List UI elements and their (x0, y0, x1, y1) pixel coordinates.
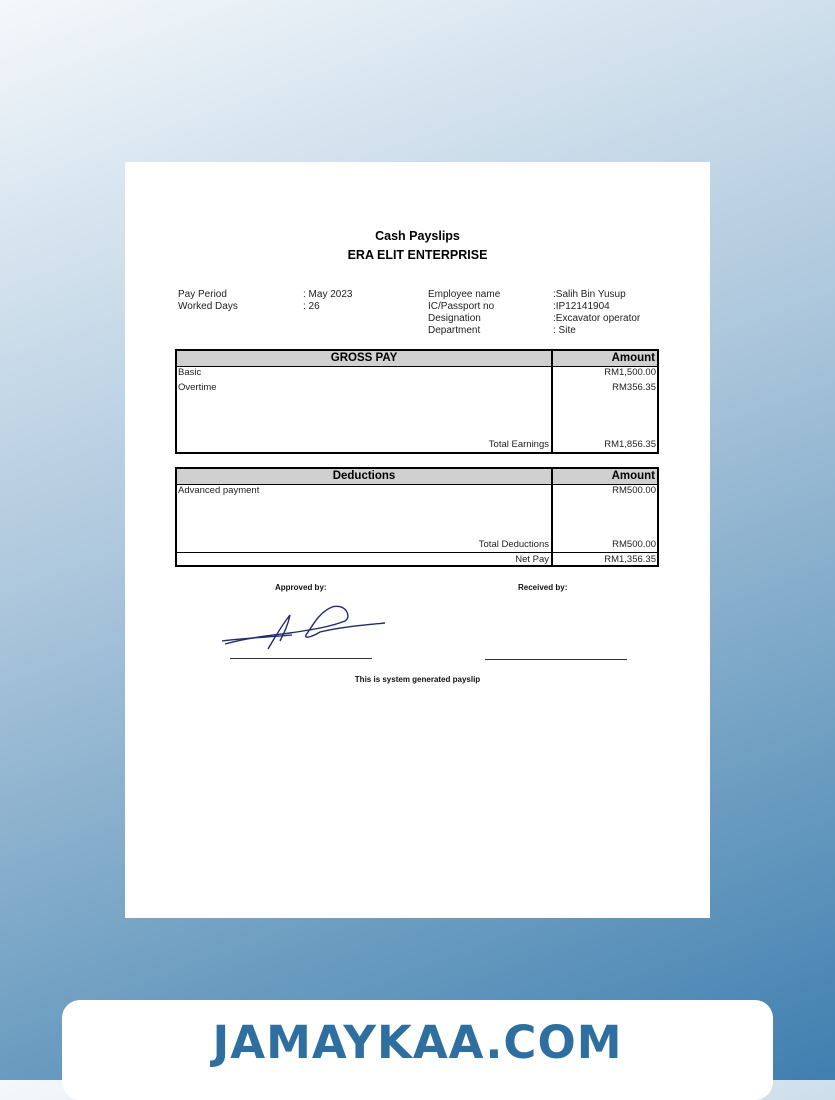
system-generated-note: This is system generated payslip (354, 675, 481, 684)
gross-pay-header-row (177, 351, 657, 367)
total-deductions-label: Total Deductions (478, 539, 549, 550)
pay-period-value: : May 2023 (303, 289, 353, 300)
watermark-banner (62, 1000, 773, 1100)
payslip-document (125, 162, 710, 918)
deductions-header: Deductions (332, 470, 396, 482)
net-pay-divider (177, 552, 657, 553)
gross-row-overtime-amount: RM356.35 (612, 382, 656, 393)
watermark-text: JAMAYKAA.COM (212, 1016, 623, 1069)
designation-label: Designation (428, 313, 481, 324)
deductions-column-divider (551, 469, 553, 565)
gross-row-basic-label: Basic (178, 367, 202, 378)
employee-name-value: :Salih Bin Yusup (553, 289, 626, 300)
total-deductions-amount: RM500.00 (612, 539, 656, 550)
deduction-row-advanced-amount: RM500.00 (612, 485, 656, 496)
net-pay-label: Net Pay (515, 554, 549, 565)
document-title: Cash Payslips (375, 229, 460, 243)
gross-amount-header: Amount (611, 352, 655, 364)
deductions-table (175, 467, 659, 567)
gross-row-overtime-label: Overtime (178, 382, 217, 393)
worked-days-value: : 26 (303, 301, 320, 312)
received-by-label: Received by: (518, 583, 568, 592)
received-signature-line (485, 659, 627, 660)
worked-days-label: Worked Days (178, 301, 238, 312)
company-name: ERA ELIT ENTERPRISE (347, 248, 488, 262)
deductions-header-row (177, 469, 657, 485)
employee-name-label: Employee name (428, 289, 501, 300)
total-earnings-label: Total Earnings (488, 439, 549, 450)
gross-row-basic-amount: RM1,500.00 (604, 367, 656, 378)
designation-value: :Excavator operator (553, 313, 641, 324)
gross-column-divider (551, 351, 553, 452)
net-pay-amount: RM1,356.35 (604, 554, 656, 565)
total-earnings-amount: RM1,856.35 (604, 439, 656, 450)
gross-pay-table (175, 349, 659, 454)
department-label: Department (428, 325, 481, 336)
deductions-amount-header: Amount (611, 470, 655, 482)
deduction-row-advanced-label: Advanced payment (178, 485, 260, 496)
passport-value: :IP12141904 (553, 301, 610, 312)
department-value: : Site (553, 325, 576, 336)
approved-signature-line (230, 658, 372, 659)
gross-pay-header: GROSS PAY (330, 352, 398, 364)
passport-label: IC/Passport no (428, 301, 495, 312)
pay-period-label: Pay Period (178, 289, 227, 300)
signature-image (220, 597, 390, 653)
approved-by-label: Approved by: (275, 583, 327, 592)
